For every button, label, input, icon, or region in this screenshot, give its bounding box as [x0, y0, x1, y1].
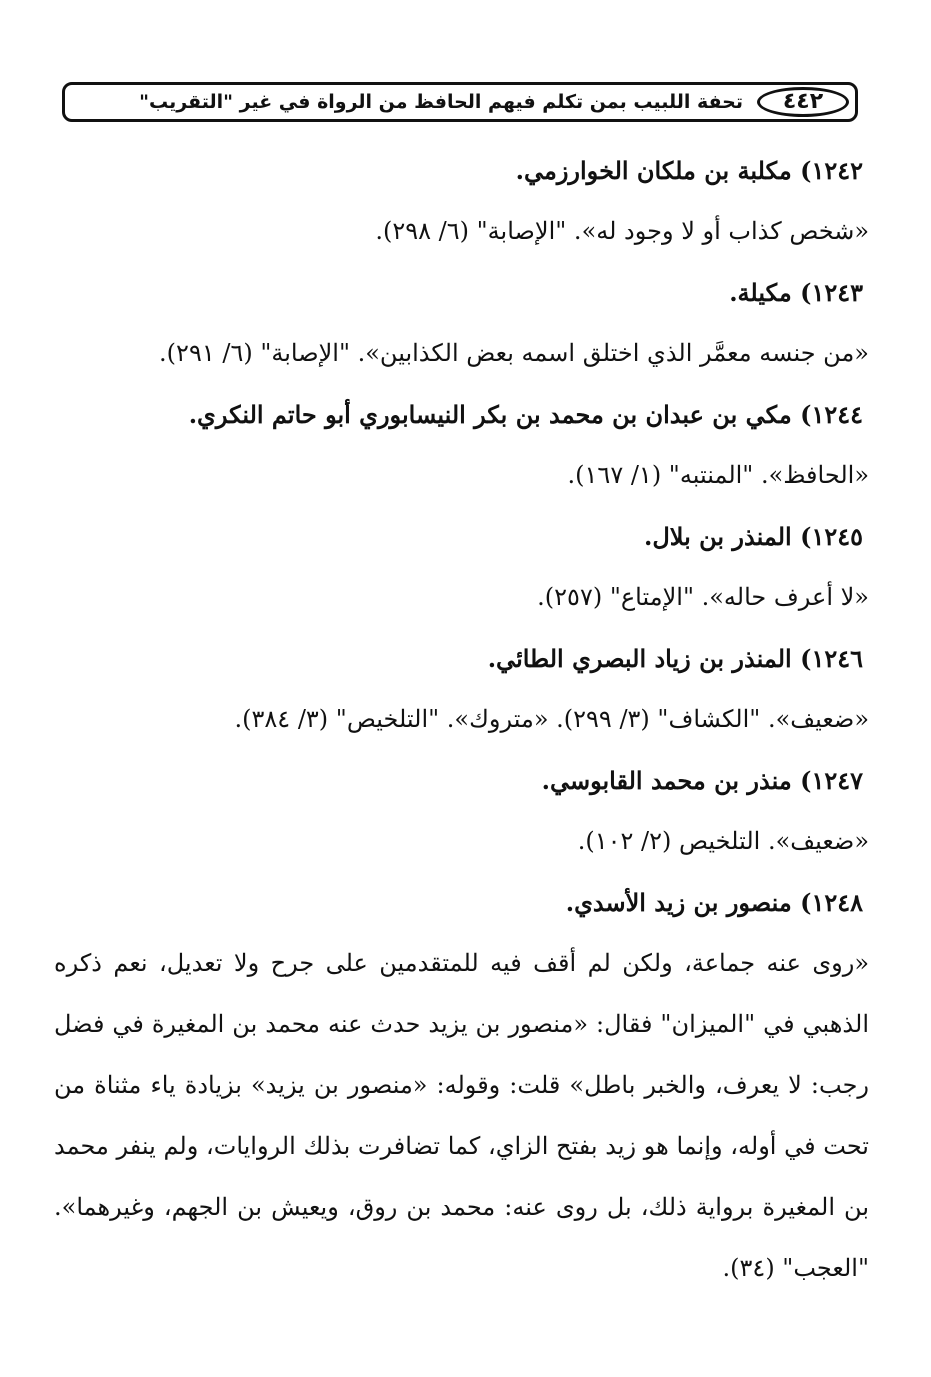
note-line-1246: «ضعيف». "الكشاف" (٣/ ٢٩٩). «متروك». "التلخيص" (٣/ ٣٨٤). [234, 705, 869, 733]
note-paragraph-1248: «روى عنه جماعة، ولكن لم أقف فيه للمتقدمين على جرح ولا تعديل، نعم ذكره الذهبي في "الميزان" فقال: «منصور بن يزيد حدث عنه محمد بن المغيرة في فضل رجب: لا يعرف، والخبر باطل» قلت: وقوله: «منصور بن يزيد» بزيادة ياء مثناة من تحت في أوله، وإنما هو زيد بفتح الزاي، كما تضافرت بذلك الروايات، ولم ينفر محمد بن المغيرة برواية ذلك، بل روى عنه: محمد بن روق، ويعيش بن الجهم، وغيرهما». "العجب" (٣٤). [54, 949, 869, 1282]
entry-number: ١٢٤٦) [800, 644, 863, 673]
entry-name: منصور بن زيد الأسدي. [565, 888, 792, 917]
note-line-1242: «شخص كذاب أو لا وجود له». "الإصابة" (٦/ ٢٩٨). [375, 217, 869, 245]
entry-name: مكيلة. [729, 278, 792, 307]
page-number-badge [757, 87, 849, 117]
running-title: تحفة اللبيب بمن تكلم فيهم الحافظ من الرواة في غير "التقريب" [139, 91, 743, 113]
entry-name: المنذر بن بلال. [643, 522, 792, 551]
entry-name: مكي بن عبدان بن محمد بن بكر النيسابوري أبو حاتم النكري. [188, 400, 792, 429]
running-header [62, 82, 858, 122]
entry-number: ١٢٤٨) [800, 888, 863, 917]
entry-line-1248 [54, 872, 869, 933]
entry-line-1247 [54, 750, 869, 811]
entry-line-1245 [54, 506, 869, 567]
note-line-1243: «من جنسه معمَّر الذي اختلق اسمه بعض الكذابين». "الإصابة" (٦/ ٢٩١). [159, 339, 869, 367]
entry-line-1242 [54, 140, 869, 201]
page-body [54, 140, 869, 1299]
entry-number: ١٢٤٢) [800, 156, 863, 185]
entry-name: مكلبة بن ملكان الخوارزمي. [515, 156, 792, 185]
entry-number: ١٢٤٧) [800, 766, 863, 795]
entry-number: ١٢٤٣) [800, 278, 863, 307]
entry-name: منذر بن محمد القابوسي. [541, 766, 792, 795]
page-number: ٤٤٢ [782, 89, 824, 114]
entry-line-1244 [54, 384, 869, 445]
note-line-1247: «ضعيف». التلخيص (٢/ ١٠٢). [577, 827, 869, 855]
entry-number: ١٢٤٤) [800, 400, 863, 429]
note-line-1245: «لا أعرف حاله». "الإمتاع" (٢٥٧). [537, 583, 869, 611]
entry-line-1246 [54, 628, 869, 689]
entry-name: المنذر بن زياد البصري الطائي. [487, 644, 792, 673]
entry-number: ١٢٤٥) [800, 522, 863, 551]
entry-line-1243 [54, 262, 869, 323]
note-line-1244: «الحافظ». "المنتبه" (١/ ١٦٧). [567, 461, 869, 489]
